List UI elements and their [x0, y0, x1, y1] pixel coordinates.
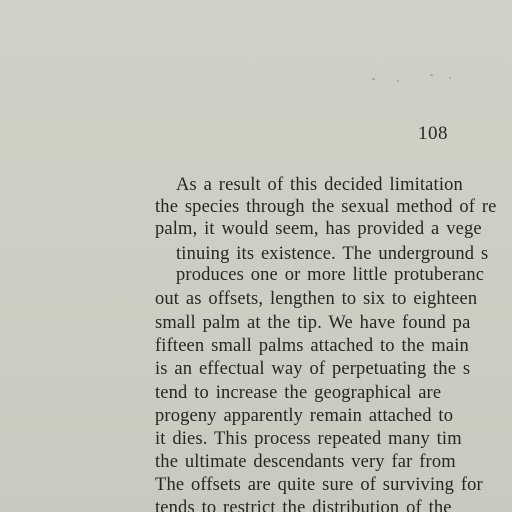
text-line: The offsets are quite sure of surviving for — [155, 475, 483, 495]
text-line: As a result of this decided limitation — [176, 175, 463, 195]
text-line: palm, it would seem, has provided a vege — [155, 219, 482, 239]
text-line: it dies. This process repeated many tim — [155, 429, 462, 449]
text-line: progeny apparently remain attached to — [155, 406, 454, 426]
text-line: the ultimate descendants very far from — [155, 452, 456, 472]
text-line: produces one or more little protuberanc — [176, 265, 485, 285]
text-line: tends to restrict the distribution of the — [155, 498, 452, 512]
text-line: small palm at the tip. We have found pa — [155, 313, 471, 333]
text-line: out as offsets, lengthen to six to eighteen — [155, 289, 478, 309]
text-line: is an effectual way of perpetuating the s — [155, 359, 471, 379]
paper-speck — [430, 74, 433, 76]
text-line: the species through the sexual method of re — [155, 197, 497, 217]
text-line: fifteen small palms attached to the main — [155, 336, 469, 356]
text-line: tinuing its existence. The underground s — [176, 244, 489, 264]
paper-speck — [397, 80, 399, 82]
paper-speck — [449, 77, 451, 79]
page-number: 108 — [418, 123, 448, 144]
paper-speck — [372, 78, 375, 80]
text-line: tend to increase the geographical are — [155, 383, 442, 403]
